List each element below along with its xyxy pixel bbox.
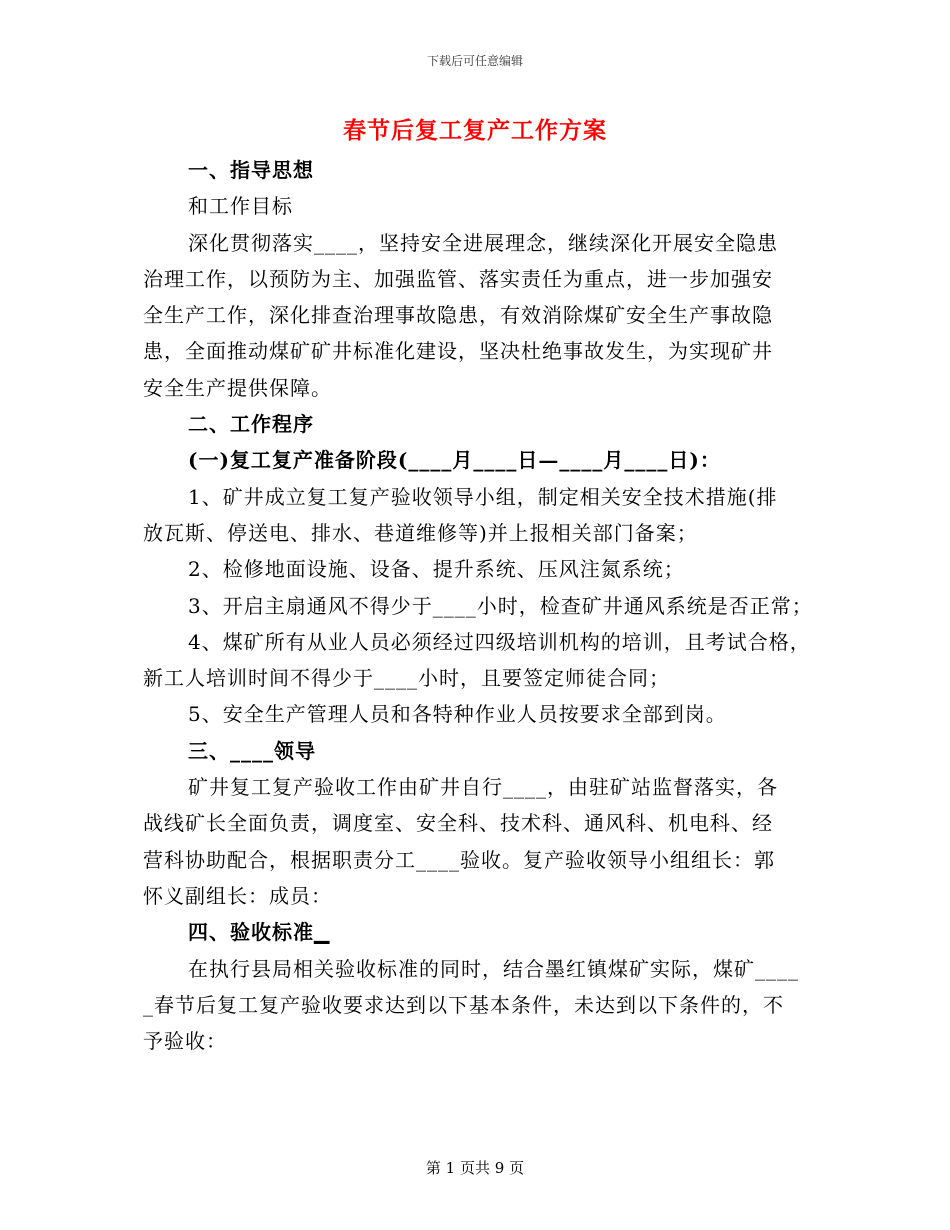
body-text-line: 战线矿长全面负责，调度室、安全科、技术科、通风科、机电科、经 <box>143 811 773 836</box>
body-text-line: 怀义副组长：成员： <box>143 883 332 908</box>
section-heading: 一、指导思想 <box>188 158 314 182</box>
section-heading: 四、验收标准▁ <box>188 920 331 945</box>
document-title: 春节后复工复产工作方案 <box>343 117 607 144</box>
body-text-line: 放瓦斯、停送电、排水、巷道维修等)并上报相关部门备案； <box>143 520 698 545</box>
body-text-line: 治理工作，以预防为主、加强监管、落实责任为重点，进一步加强安 <box>143 266 773 291</box>
body-text-line: 矿井复工复产验收工作由矿井自行____，由驻矿站监督落实，各 <box>188 775 778 800</box>
body-text-line: 安全生产提供保障。 <box>143 375 332 400</box>
section-heading: 二、工作程序 <box>188 412 314 437</box>
body-text-line: 予验收： <box>143 1029 227 1054</box>
body-text-line: 1、矿井成立复工复产验收领导小组，制定相关安全技术措施(排 <box>188 484 778 509</box>
page-header: 下载后可任意编辑 <box>426 54 523 68</box>
body-text-line: 患，全面推动煤矿矿井标准化建设，坚决杜绝事故发生，为实现矿井 <box>143 339 773 364</box>
body-text-line: 营科协助配合，根据职责分工____验收。复产验收领导小组组长：郭 <box>143 847 775 872</box>
body-text-line: 在执行县局相关验收标准的同时，结合墨红镇煤矿实际，煤矿____ <box>188 956 799 981</box>
body-text-line: 3、开启主扇通风不得少于____小时，检查矿井通风系统是否正常； <box>188 593 813 618</box>
body-text-line: 全生产工作，深化排查治理事故隐患，有效消除煤矿安全生产事故隐 <box>143 303 773 328</box>
body-text-line: 深化贯彻落实____，坚持安全进展理念，继续深化开展安全隐患 <box>188 230 778 255</box>
body-text-line: 4、煤矿所有从业人员必须经过四级培训机构的培训，且考试合格， <box>188 629 811 654</box>
page-footer: 第 1 页共 9 页 <box>425 1159 525 1177</box>
body-text-line: _春节后复工复产验收要求达到以下基本条件，未达到以下条件的，不 <box>143 992 784 1017</box>
body-text-line: 2、检修地面设施、设备、提升系统、压风注氮系统； <box>188 557 685 582</box>
section-heading: (一)复工复产准备阶段(____月____日—____月____日)： <box>188 448 721 473</box>
body-text-line: 和工作目标 <box>188 194 293 219</box>
document-body <box>143 152 823 1059</box>
section-heading: 三、____领导 <box>188 738 316 763</box>
body-text-line: 5、安全生产管理人员和各特种作业人员按要求全部到岗。 <box>188 702 727 727</box>
body-text-line: 新工人培训时间不得少于____小时，且要签定师徒合同； <box>143 666 670 691</box>
